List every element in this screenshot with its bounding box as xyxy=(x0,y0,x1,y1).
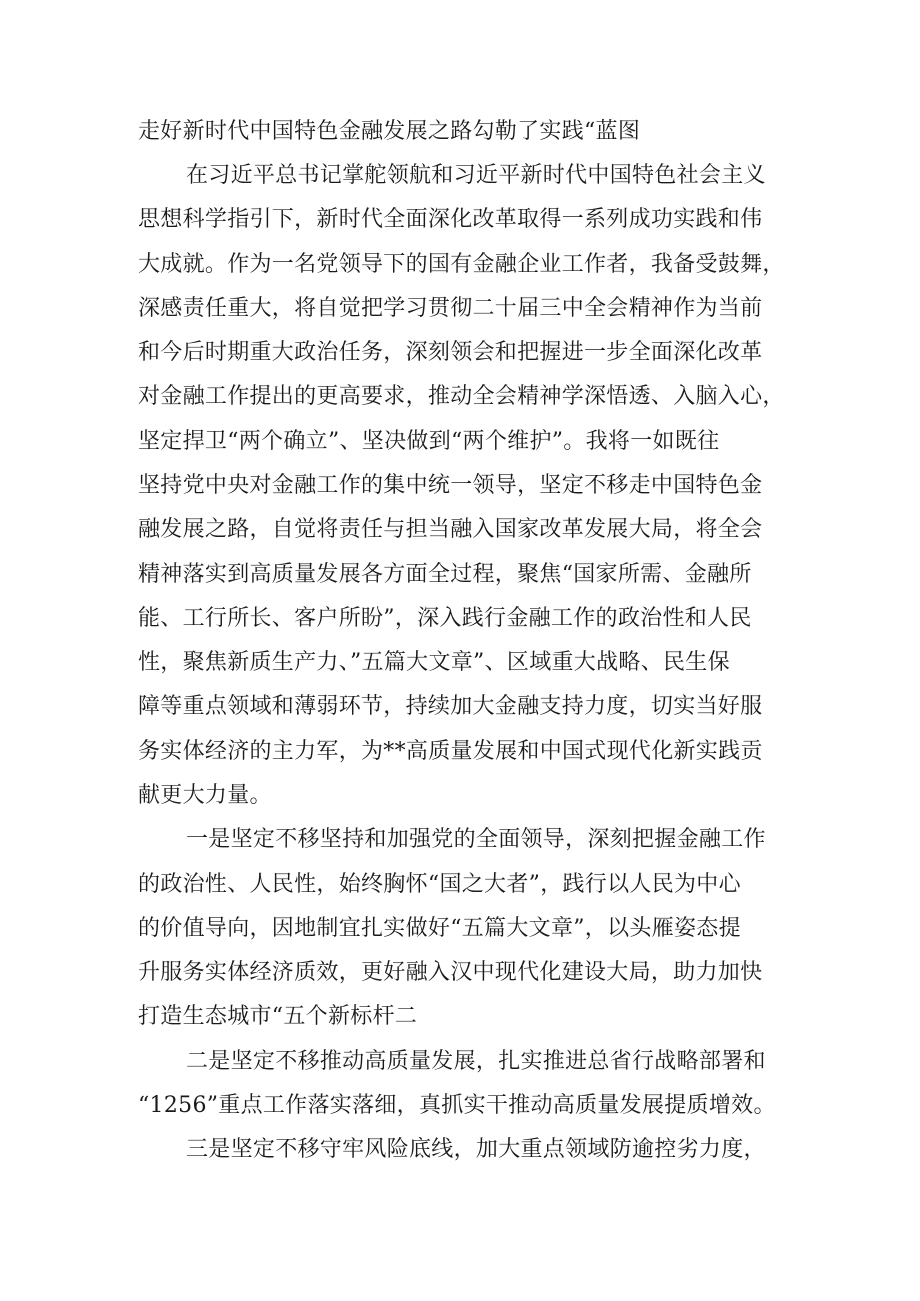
paragraph-start-line: 在习近平总书记掌舵领航和习近平新时代中国特色社会主义 xyxy=(186,163,766,188)
text-line: 深感责任重大，将自觉把学习贯彻二十届三中全会精神作为当前 xyxy=(138,296,763,321)
text-line: 障等重点领域和薄弱环节，持续加大金融支持力度，切实当好服 xyxy=(138,694,763,719)
text-line: 性，聚焦新质生产力、”五篇大文章”、区域重大战略、民生保 xyxy=(138,650,730,675)
text-line: 精神落实到高质量发展各方面全过程，聚焦“国家所需、金融所 xyxy=(138,562,752,587)
text-line: 升服务实体经济质效，更好融入汉中现代化建设大局，助力加快 xyxy=(138,960,763,985)
paragraph-start-line: 二是坚定不移推动高质量发展，扎实推进总省行战略部署和 xyxy=(186,1049,766,1074)
text-line: 对金融工作提出的更高要求，推动全会精神学深悟透、入脑入心， xyxy=(138,384,785,409)
paragraph-start-line: 三是坚定不移守牢风险底线，加大重点领域防逾控劣力度， xyxy=(186,1137,766,1162)
text-line: 务实体经济的主力军，为**高质量发展和中国式现代化新实践贡 xyxy=(138,739,763,764)
text-line: 走好新时代中国特色金融发展之路勾勒了实践“蓝图 xyxy=(138,119,641,144)
text-line: 坚定捍卫“两个确立”、坚决做到“两个维护”。我将一如既往 xyxy=(138,429,720,454)
text-line: 融发展之路，自觉将责任与担当融入国家改革发展大局，将全会 xyxy=(138,517,763,542)
text-line: 和今后时期重大政治任务，深刻领会和把握进一步全面深化改革 xyxy=(138,340,763,365)
text-line: 大成就。作为一名党领导下的国有金融企业工作者，我备受鼓舞， xyxy=(138,252,785,277)
text-line: 思想科学指引下，新时代全面深化改革取得一系列成功实践和伟 xyxy=(138,207,763,232)
text-line: 能、工行所长、客户所盼”，深入践行金融工作的政治性和人民 xyxy=(138,606,752,631)
text-line: 的政治性、人民性，始终胸怀“国之大者”，践行以人民为中心 xyxy=(138,872,741,897)
text-line: 打造生态城市“五个新标杆二 xyxy=(138,1004,418,1029)
paragraph-start-line: 一是坚定不移坚持和加强党的全面领导，深刻把握金融工作 xyxy=(186,827,766,852)
text-line: “1256”重点工作落实落细，真抓实干推动高质量发展提质增效。 xyxy=(138,1093,776,1118)
text-line: 的价值导向，因地制宜扎实做好“五篇大文章”，以头雁姿态提 xyxy=(138,916,741,941)
text-line: 献更大力量。 xyxy=(138,783,272,808)
text-line: 坚持党中央对金融工作的集中统一领导，坚定不移走中国特色金 xyxy=(138,473,763,498)
